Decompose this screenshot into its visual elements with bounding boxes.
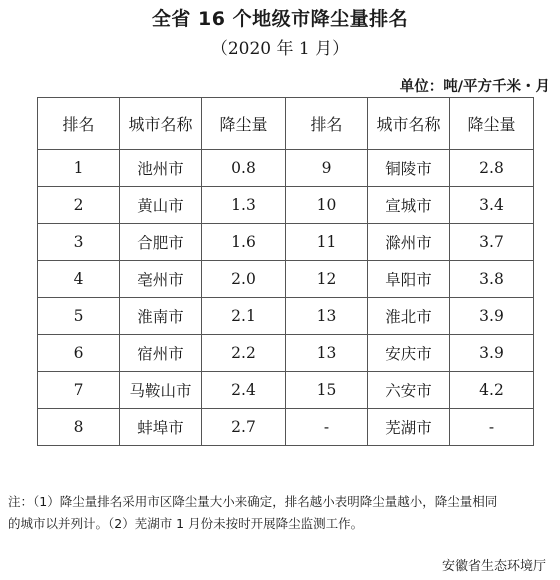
table-cell: 3.7 (450, 224, 534, 261)
table-cell: 3.4 (450, 187, 534, 224)
table-cell: 2 (38, 187, 120, 224)
table-cell: - (450, 409, 534, 446)
table-row (38, 335, 534, 372)
table-cell: 六安市 (368, 372, 450, 409)
table-cell: 12 (286, 261, 368, 298)
table-cell: 1 (38, 150, 120, 187)
table-cell: 13 (286, 335, 368, 372)
table-cell: 马鞍山市 (120, 372, 202, 409)
table-cell: 1.6 (202, 224, 286, 261)
table-row (38, 261, 534, 298)
table-cell: 6 (38, 335, 120, 372)
table-row (38, 150, 534, 187)
table-cell: 黄山市 (120, 187, 202, 224)
table-row (38, 224, 534, 261)
table-cell: 淮南市 (120, 298, 202, 335)
issuer-signature: 安徽省生态环境厅 (441, 559, 546, 574)
table-cell: 合肥市 (120, 224, 202, 261)
table-header-row (38, 98, 534, 150)
table-cell: 0.8 (202, 150, 286, 187)
table-cell: 5 (38, 298, 120, 335)
table-cell: 9 (286, 150, 368, 187)
table-cell: 2.2 (202, 335, 286, 372)
table-cell: 2.1 (202, 298, 286, 335)
table-cell: 15 (286, 372, 368, 409)
table-cell: 2.4 (202, 372, 286, 409)
table-cell: 池州市 (120, 150, 202, 187)
table-cell: 11 (286, 224, 368, 261)
unit-label: 单位：吨/平方千米・月 (399, 79, 550, 95)
table-cell: 7 (38, 372, 120, 409)
table-row (38, 298, 534, 335)
table-cell: 3.9 (450, 335, 534, 372)
header-dust-left: 降尘量 (202, 98, 286, 150)
footnote-line-2: 的城市以并列计。（2）芜湖市 1 月份未按时开展降尘监测工作。 (8, 516, 364, 531)
table-cell: 3.9 (450, 298, 534, 335)
header-rank-left: 排名 (38, 98, 120, 150)
table-cell: 淮北市 (368, 298, 450, 335)
table-cell: 13 (286, 298, 368, 335)
table-cell: 2.7 (202, 409, 286, 446)
table-cell: 8 (38, 409, 120, 446)
table-cell: 3.8 (450, 261, 534, 298)
header-city-left: 城市名称 (120, 98, 202, 150)
document-subtitle: （2020 年 1 月） (210, 39, 350, 59)
ranking-table (37, 97, 534, 446)
table-cell: - (286, 409, 368, 446)
table-cell: 1.3 (202, 187, 286, 224)
table-cell: 4.2 (450, 372, 534, 409)
header-city-right: 城市名称 (368, 98, 450, 150)
table-cell: 阜阳市 (368, 261, 450, 298)
table-cell: 宿州市 (120, 335, 202, 372)
table-cell: 10 (286, 187, 368, 224)
footnote-line-1: 注：（1）降尘量排名采用市区降尘量大小来确定，排名越小表明降尘量越小，降尘量相同 (8, 494, 498, 509)
table-cell: 安庆市 (368, 335, 450, 372)
table-cell: 蚌埠市 (120, 409, 202, 446)
table-cell: 铜陵市 (368, 150, 450, 187)
table-cell: 亳州市 (120, 261, 202, 298)
table-cell: 芜湖市 (368, 409, 450, 446)
table-cell: 2.0 (202, 261, 286, 298)
table-cell: 滁州市 (368, 224, 450, 261)
table-cell: 3 (38, 224, 120, 261)
table-cell: 2.8 (450, 150, 534, 187)
table-row (38, 372, 534, 409)
document-title: 全省 16 个地级市降尘量排名 (151, 8, 409, 30)
footnote (8, 491, 554, 535)
table-cell: 宣城市 (368, 187, 450, 224)
table-row (38, 409, 534, 446)
table-row (38, 187, 534, 224)
table-cell: 4 (38, 261, 120, 298)
header-rank-right: 排名 (286, 98, 368, 150)
header-dust-right: 降尘量 (450, 98, 534, 150)
